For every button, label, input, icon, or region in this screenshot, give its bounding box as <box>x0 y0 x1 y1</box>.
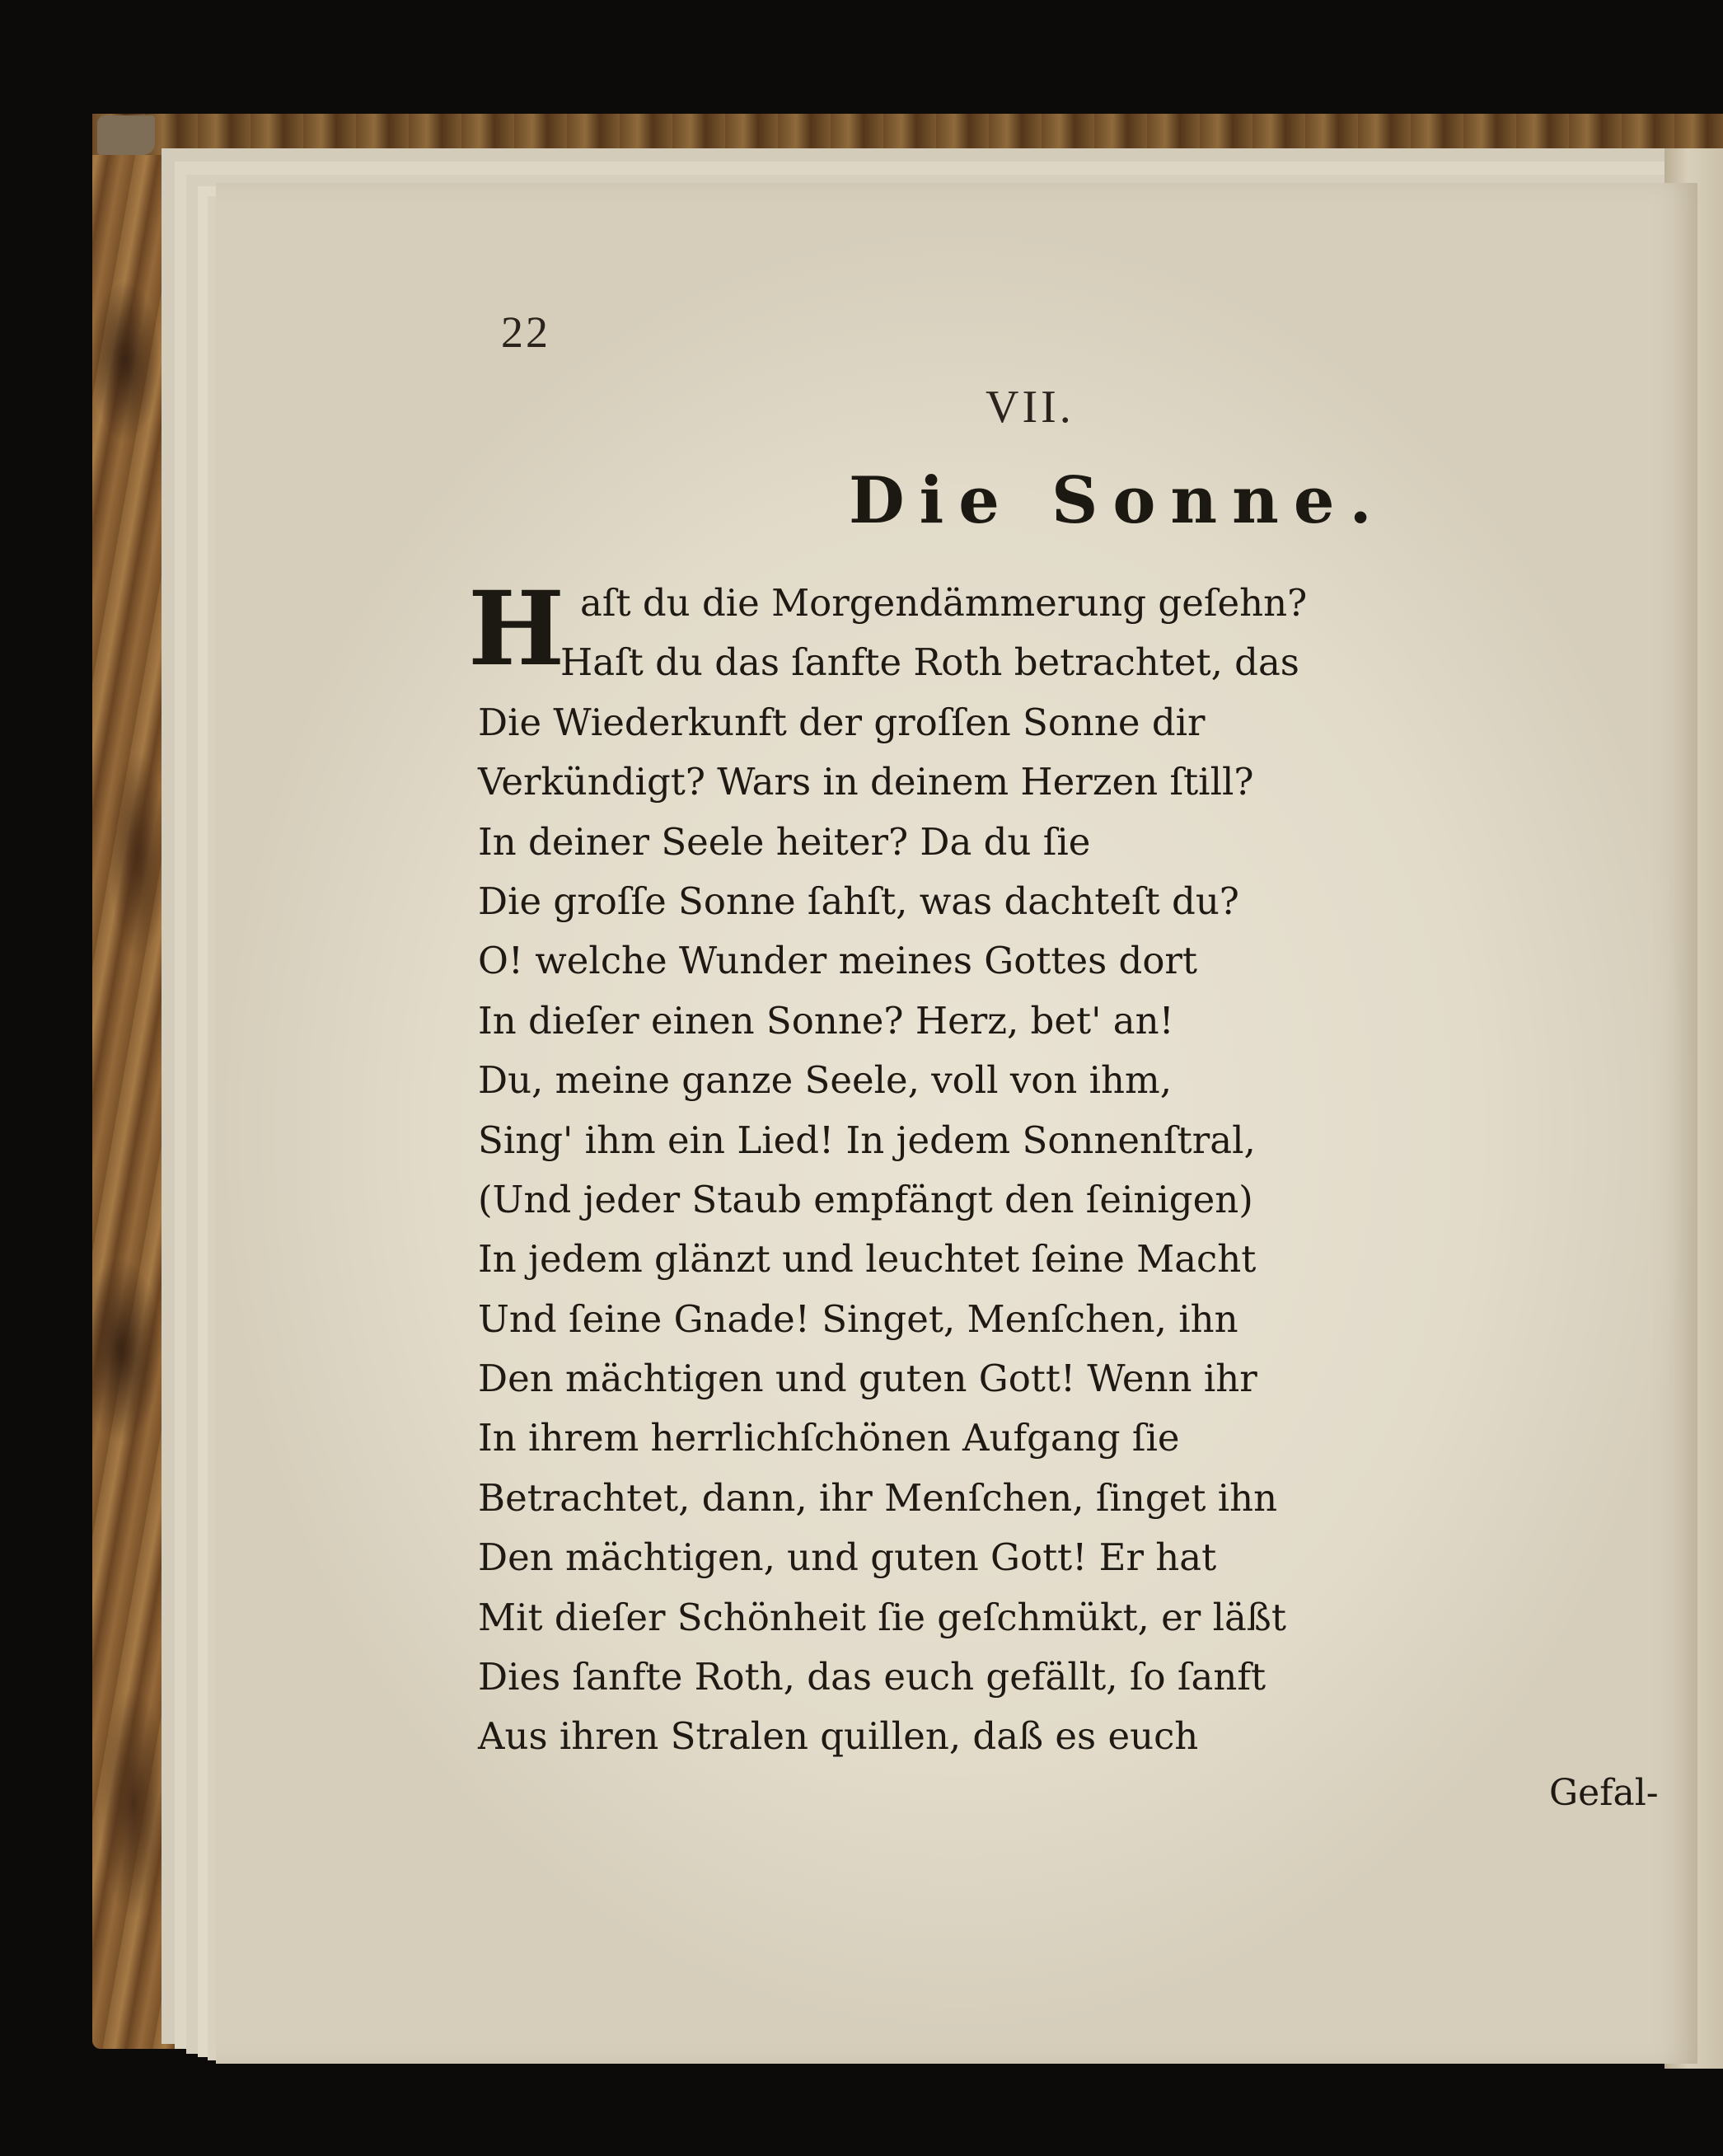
page-number: 22 <box>501 307 550 357</box>
poem-line: Aus ihren Stralen quillen, daß es euch <box>478 1714 1199 1759</box>
poem-line: Die Wiederkunft der groſſen Sonne dir <box>478 700 1206 744</box>
poem-line: Haſt du das ſanfte Roth betrachtet, das <box>560 640 1299 685</box>
poem-line: Die groſſe Sonne ſahſt, was dachteſt du? <box>478 879 1239 923</box>
chapter-numeral: VII. <box>986 382 1075 433</box>
bleed-through-line <box>1149 363 1611 422</box>
poem-line: Sing' ihm ein Lied! In jedem Sonnenſtral, <box>478 1118 1256 1162</box>
poem-line: Du, meine ganze Seele, voll von ihm, <box>478 1058 1173 1103</box>
bleed-through-from-facing-page <box>1149 363 1611 422</box>
poem-line: Und ſeine Gnade! Singet, Menſchen, ihn <box>478 1296 1238 1341</box>
poem-line: (Und jeder Staub empfängt den ſeinigen) <box>478 1177 1253 1221</box>
poem-text <box>478 574 1308 1767</box>
poem-line: In dieſer einen Sonne? Herz, bet' an! <box>478 998 1174 1043</box>
poem-line: Verkündigt? Wars in deinem Herzen ſtill? <box>478 760 1254 804</box>
poem-line: In jedem glänzt und leuchtet ſeine Macht <box>478 1237 1257 1282</box>
poem-line: Mit dieſer Schönheit ſie geſchmükt, er läßt <box>478 1595 1286 1639</box>
poem-line: Betrachtet, dann, ihr Menſchen, ſinget ihn <box>478 1475 1278 1520</box>
poem-title: Die Sonne. <box>849 463 1387 538</box>
poem-line: In ihrem herrlichſchönen Aufgang ſie <box>478 1416 1180 1460</box>
poem-line: O! welche Wunder meines Gottes dort <box>478 939 1198 983</box>
poem-line: Dies ſanfte Roth, das euch gefällt, ſo ſanft <box>478 1655 1266 1699</box>
drop-cap: H <box>468 569 565 689</box>
catchword: Gefal- <box>1549 1772 1659 1814</box>
poem-line: In deiner Seele heiter? Da du ſie <box>478 819 1091 864</box>
poem-line: aſt du die Morgendämmerung geſehn? <box>580 581 1308 625</box>
poem-line: Den mächtigen und guten Gott! Wenn ihr <box>478 1357 1257 1401</box>
poem-line: Den mächtigen, und guten Gott! Er hat <box>478 1535 1217 1580</box>
worn-cover-corner <box>97 115 155 155</box>
